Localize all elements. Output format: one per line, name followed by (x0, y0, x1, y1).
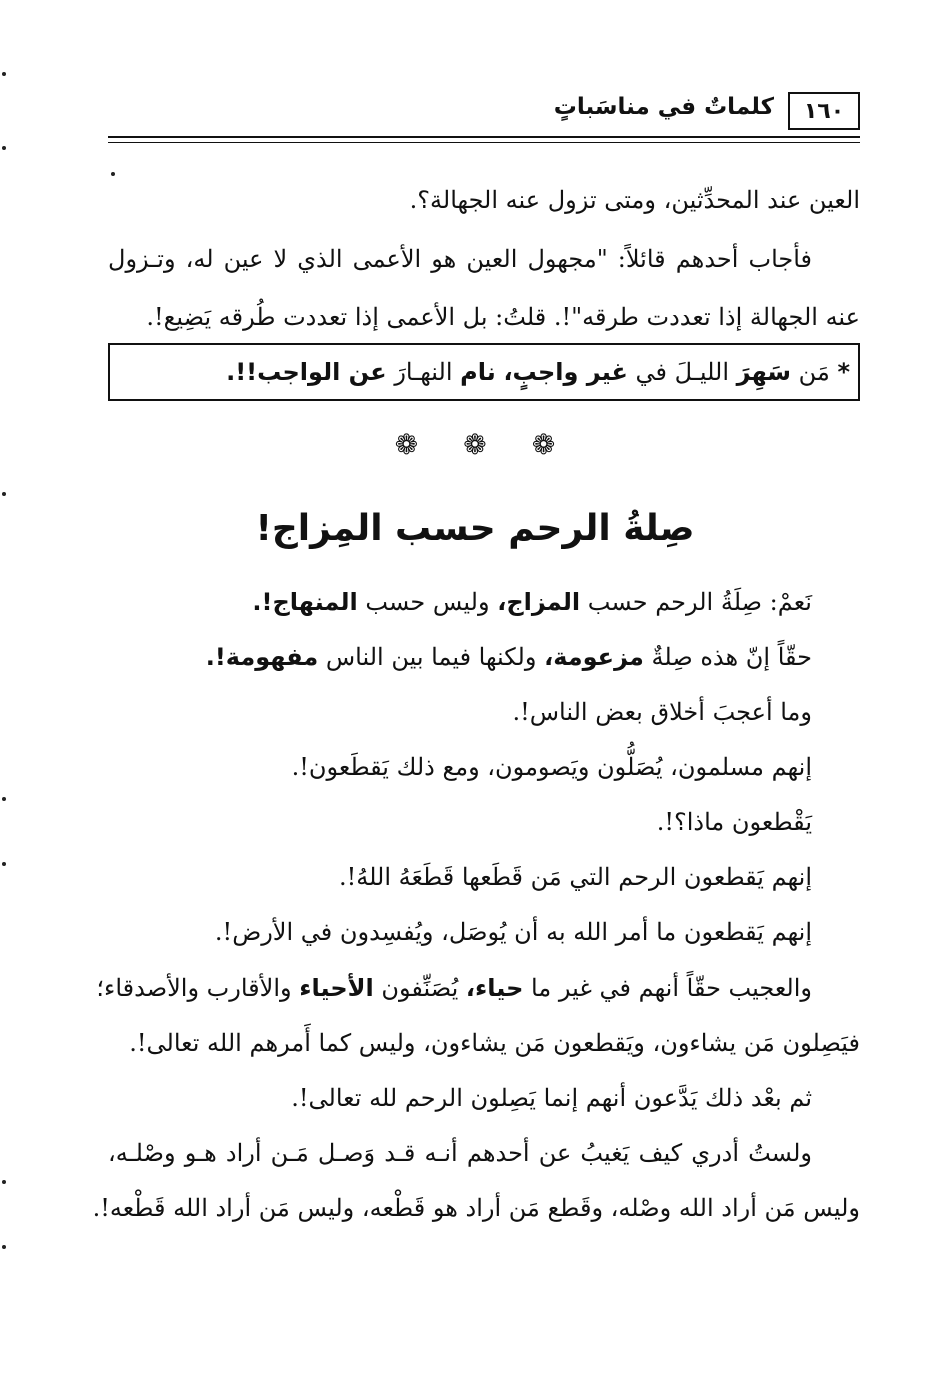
bold-span: المنهاج!. (252, 588, 358, 616)
scan-dot (2, 72, 6, 76)
scan-dot (2, 862, 6, 866)
scan-dot (2, 797, 6, 801)
text-line: ثم بعْد ذلك يَدَّعون أنهم إنما يَصِلون الرحم لله تعالى!. (291, 1084, 812, 1112)
text-line: إنهم يَقطعون ما أمر الله به أن يُوصَل، ويُفسِدون في الأرض!. (214, 918, 812, 946)
running-title: كلماتٌ في مناسَباتٍ (553, 94, 774, 120)
text-line: عنه الجهالة إذا تعددت طرقه"!. قلتُ: بل الأعمى إذا تعددت طُرقه يَضِيع!. (146, 303, 860, 331)
scan-dot (111, 172, 115, 176)
maxim-bold: غير واجبٍ، (503, 358, 628, 386)
maxim-box (108, 343, 860, 401)
text-line (108, 635, 860, 679)
text-line: يَقْطعون ماذا؟!. (656, 808, 812, 836)
scan-dot (2, 1245, 6, 1249)
maxim-star: * (837, 358, 850, 386)
flower-ornament-icon: ❁ (394, 428, 419, 461)
section-title: صِلةُ الرحم حسب المِزاج! (255, 508, 695, 549)
text-line: ولستُ أدري كيف يَغيبُ عن أحدهم أنـه قـد وَصـل مَـن أراد هـو وصْلـه، (108, 1139, 812, 1167)
scan-dot (2, 492, 6, 496)
bold-span: المزاج، (497, 588, 581, 616)
flower-ornament-icon: ❁ (531, 428, 556, 461)
text-line (108, 580, 860, 624)
bold-span: مزعومة، (544, 643, 644, 671)
text-span: ولكنها فيما بين الناس (325, 643, 537, 671)
text-line: فيَصِلون مَن يشاءون، ويَقطعون مَن يشاءون، وليس كما أَمرهم الله تعالى!. (129, 1029, 860, 1057)
page-number: ١٦٠ (788, 92, 860, 130)
header-rule-thin (108, 142, 860, 143)
maxim-text: مَن (798, 358, 830, 386)
text-line: وليس مَن أراد الله وصْله، وقَطع مَن أراد هو قَطْعه، وليس مَن أراد الله قَطْعه!. (92, 1194, 860, 1222)
maxim-bold: نام (460, 358, 496, 386)
text-line: إنهم يَقطعون الرحم التي مَن قَطَعها قَطَعَهُ اللهُ!. (338, 863, 812, 891)
bold-span: مفهومة!. (205, 643, 319, 671)
text-span: وليس حسب (365, 588, 490, 616)
scan-dot (2, 1180, 6, 1184)
text-span: نَعمْ: صِلَةُ الرحم حسب (587, 588, 812, 616)
maxim-text: الليـلَ في (635, 358, 730, 386)
header-rule (108, 136, 860, 138)
text-span: حقّاً إنّ هذه صِلةٌ (651, 643, 812, 671)
flower-ornament-icon: ❁ (463, 428, 487, 461)
maxim-text: النهـارَ (394, 358, 453, 386)
bold-span: حياء، (465, 974, 524, 1002)
scan-dot (2, 146, 6, 150)
text-span: يُصَنِّفون (381, 974, 459, 1002)
maxim-bold: عن الواجب!!. (226, 358, 387, 386)
page-header (108, 92, 860, 136)
section-divider (0, 428, 950, 461)
maxim-bold: سَهِرَ (736, 358, 792, 386)
text-line: وما أعجبَ أخلاق بعض الناس!. (512, 698, 812, 726)
text-span: والعجيب حقّاً أنهم في غير ما (531, 974, 812, 1002)
text-line: إنهم مسلمون، يُصَلُّون ويَصومون، ومع ذلك يَقطَعون!. (291, 753, 812, 781)
text-line: فأجاب أحدهم قائلاً: "مجهول العين هو الأعمى الذي لا عين له، وتـزول (108, 245, 812, 273)
text-span: والأقارب والأصدقاء؛ (96, 974, 292, 1002)
text-line: العين عند المحدِّثين، ومتى تزول عنه الجهالة؟. (409, 186, 860, 214)
bold-span: الأحياء (299, 974, 374, 1002)
text-line (96, 966, 860, 1010)
